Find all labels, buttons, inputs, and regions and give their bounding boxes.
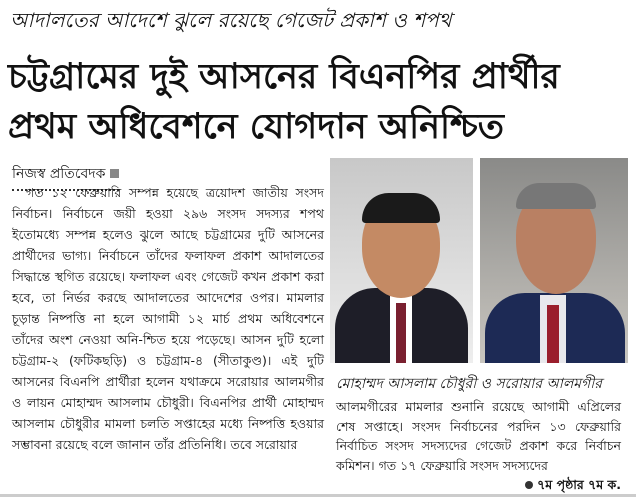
hair	[516, 183, 596, 209]
photo-sarwar-alamgir	[480, 158, 628, 363]
continued-text: ৭ম পৃষ্ঠার ৭ম ক.	[537, 477, 621, 492]
headline: চট্টগ্রামের দুই আসনের বিএনপির প্রার্থীর প্রথম অধিবেশনে যোগদান অনিশ্চিত	[8, 57, 560, 147]
kicker: আদালতের আদেশে ঝুলে রয়েছে গেজেট প্রকাশ ও শপথ	[10, 8, 452, 32]
hair	[362, 193, 440, 223]
square-bullet-icon	[110, 169, 119, 178]
article-body-right	[336, 397, 621, 495]
tie	[547, 305, 559, 363]
continued-marker	[525, 475, 621, 495]
article-body-left	[12, 182, 324, 455]
body-right-text: আলমগীরের মামলার শুনানি রয়েছে আগামী এপ্রিলের শেষ সপ্তাহে। সংসদ নির্বাচনের পরদিন ১৩ ফেব্রুয়ারি নির্বাচিত সংসদ সদস্যদের গেজেট প্রকাশ করে নির্বাচন কমিশন। গত ১৭ ফেব্রুয়ারি সংসদ সদস্যদের	[336, 399, 621, 473]
body-left-text: গত ১২ ফেব্রুয়ারি সম্পন্ন হয়েছে ত্রয়োদশ জাতীয় সংসদ নির্বাচন। নির্বাচনে জয়ী হওয়া ২৯৬ সংসদ সদস্যর শপথ ইতোমধ্যে সম্পন্ন হলেও ঝুলে আছে চট্টগ্রামের দুটি আসনের প্রার্থীদের ভাগ্য। নির্বাচনে তাঁদের ফলাফল প্রকাশ আদালতের সিদ্ধান্তে স্থগিত রয়েছে। ফলাফল এবং গেজেট কখন প্রকাশ করা হবে, তা নির্ভর করছে আদালতের আদেশের ওপর। মামলার চূড়ান্ত নিষ্পত্তি না হলে আগামী ১২ মার্চ প্রথম অধিবেশনে তাঁদের অংশ নেওয়া অনি-শ্চিত হয়ে পড়েছে। আসন দুটি হলো চট্টগ্রাম-২ (ফটিকছড়ি) ও চট্টগ্রাম-৪ (সীতাকুণ্ড)। এই দুটি আসনের বিএনপি প্রার্থীরা হলেন যথাক্রমে সরোয়ার আলমগীর ও লায়ন মোহাম্মদ আসলাম চৌধুরী। বিএনপির প্রার্থী মোহাম্মদ আসলাম চৌধুরীর মামলা চলতি সপ্তাহের মধ্যে নিষ্পত্তি হওয়ার সম্ভাবনা রয়েছে বলে জানান তাঁর প্রতিনিধি। তবে সরোয়ার	[12, 185, 324, 452]
photo-aslam-chowdhury	[330, 158, 473, 363]
bottom-rule	[0, 494, 636, 497]
photo-caption: মোহাম্মদ আসলাম চৌধুরী ও সরোয়ার আলমগীর	[336, 376, 602, 392]
byline-text: নিজস্ব প্রতিবেদক	[12, 166, 106, 182]
bullet-icon	[525, 481, 533, 489]
tie	[396, 303, 406, 363]
